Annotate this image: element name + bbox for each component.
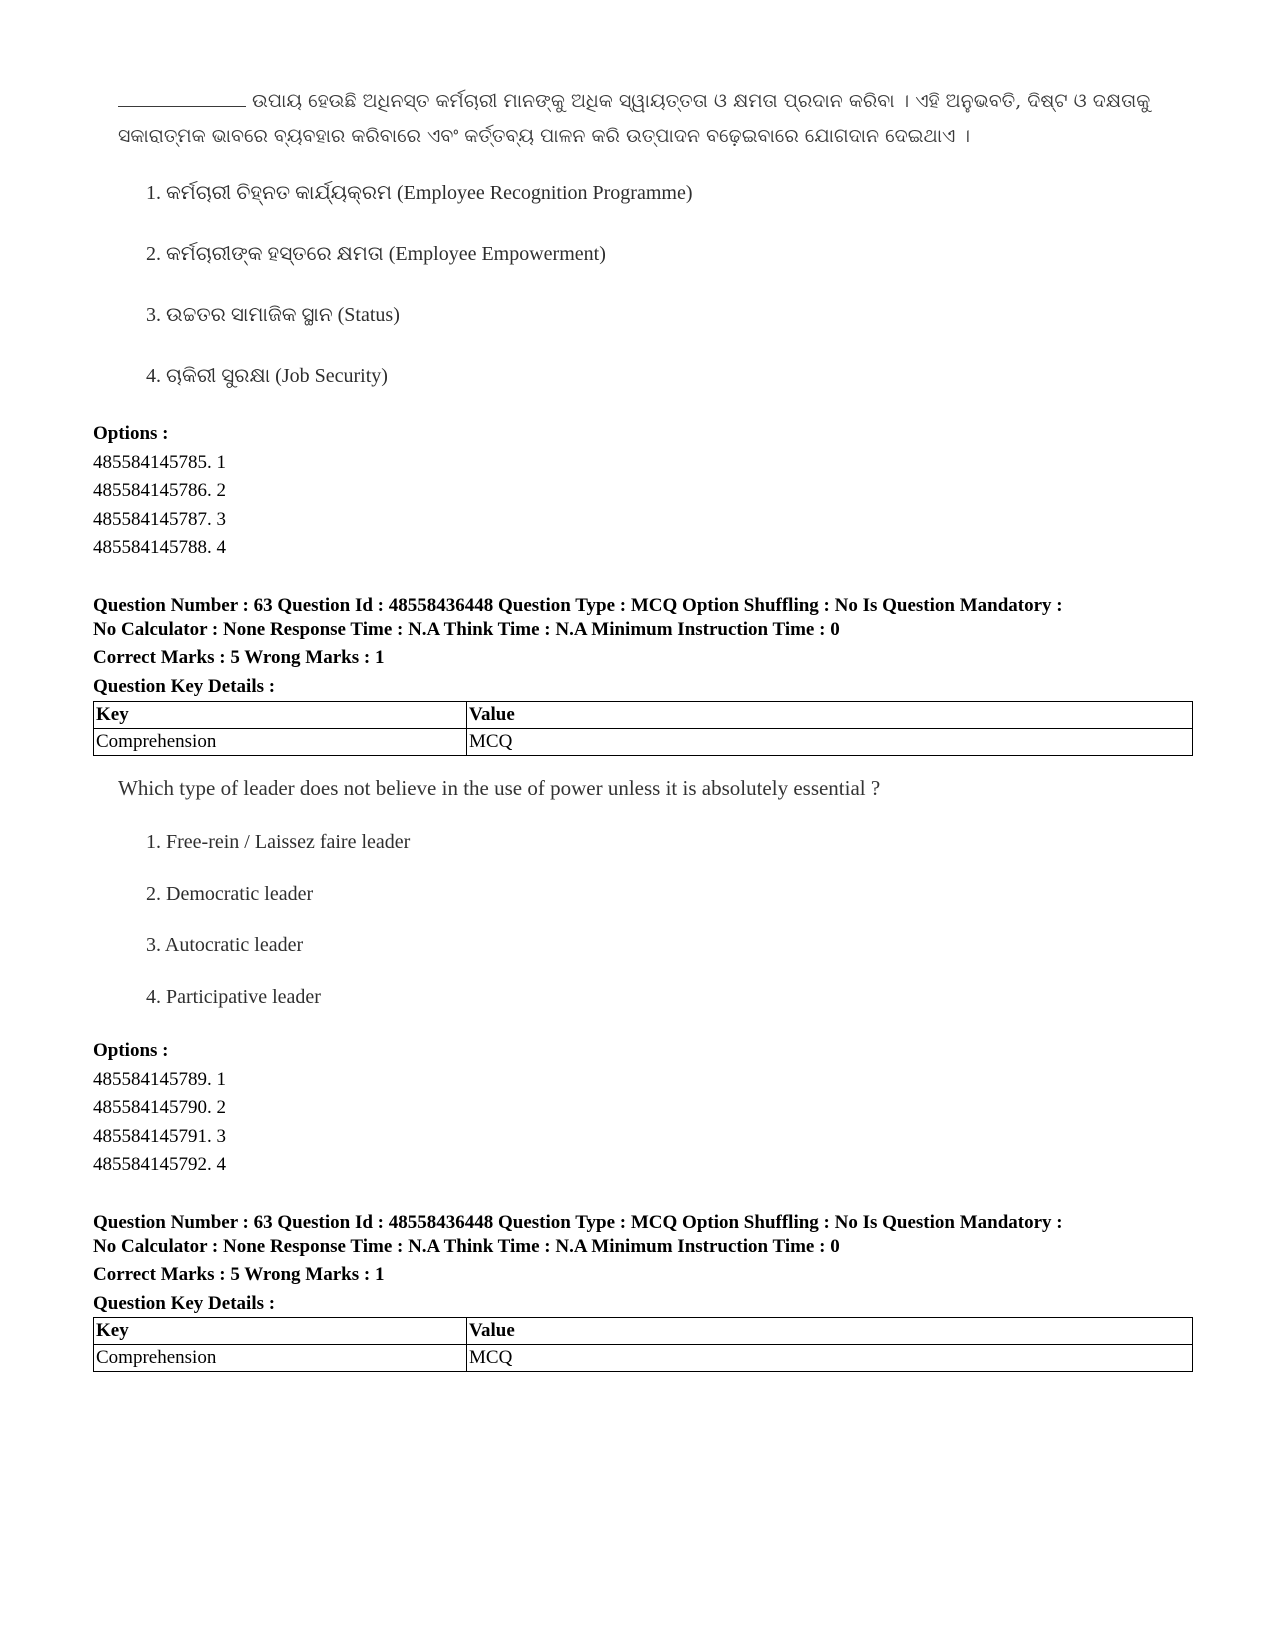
choice-3: 3. Autocratic leader: [146, 934, 304, 956]
choice-3: 3. ଉଚ୍ଚତର ସାମାଜିକ ସ୍ଥାନ (Status): [146, 304, 400, 326]
table-header-row: [94, 1318, 1193, 1345]
options-heading: Options :: [93, 423, 169, 444]
cell-value: MCQ: [467, 729, 1193, 756]
table-header-row: [94, 702, 1193, 729]
meta-line: No Calculator : None Response Time : N.A Think Time : N.A Minimum Instruction Time : 0: [93, 618, 840, 640]
question-meta: [93, 1211, 1193, 1315]
cell-key: Comprehension: [94, 1345, 467, 1372]
choice-4: 4. Participative leader: [146, 986, 321, 1008]
meta-line: Question Number : 63 Question Id : 48558436448 Question Type : MCQ Option Shuffling : No Is Question Mandatory :: [93, 1212, 1063, 1233]
key-details-table: [93, 1317, 1193, 1372]
header-value: Value: [467, 1318, 1193, 1345]
cell-value: MCQ: [467, 1345, 1193, 1372]
header-key: Key: [94, 702, 467, 729]
choice-1: 1. Free-rein / Laissez faire leader: [146, 831, 411, 853]
key-details-heading: Question Key Details :: [93, 675, 276, 697]
question-meta: [93, 594, 1193, 698]
header-key: Key: [94, 1318, 467, 1345]
header-value: Value: [467, 702, 1193, 729]
question-stem: ଉପାୟ ହେଉଛି ଅଧିନସ୍ତ କର୍ମଚାରୀ ମାନଙ୍କୁ ଅଧିକ ସ୍ୱାୟତ୍ତତା ଓ କ୍ଷମତା ପ୍ରଦାନ କରିବା । ଏହି ଅନୁଭବତି, ଦିଷ୍ଟ ଓ ଦକ୍ଷତାକୁ ସକାରାତ୍ମକ ଭାବରେ ବ୍ୟବହାର କରିବାରେ ଏବଂ କର୍ତ୍ତବ୍ୟ ପାଳନ କରି ଉତ୍ପାଦନ ବଢ଼େଇବାରେ ଯୋଗଦାନ ଦେଇଥାଏ ।: [118, 90, 1151, 147]
key-details-heading: Question Key Details :: [93, 1292, 276, 1314]
cell-key: Comprehension: [94, 729, 467, 756]
options-list: [93, 420, 226, 563]
question-stem: Which type of leader does not believe in the use of power unless it is absolutely essential ?: [118, 776, 881, 800]
option-item: 485584145787. 3: [93, 508, 226, 530]
choice-1: 1. କର୍ମଚାରୀ ଚିହ୍ନତ କାର୍ଯ୍ୟକ୍ରମ (Employee Recognition Programme): [146, 182, 693, 204]
fill-blank: [118, 106, 246, 107]
option-item: 485584145786. 2: [93, 480, 226, 501]
choice-2: 2. Democratic leader: [146, 883, 314, 905]
question-image-odia: [118, 84, 1168, 387]
option-item: 485584145792. 4: [93, 1154, 226, 1175]
table-row: [94, 1345, 1193, 1372]
meta-line: Question Number : 63 Question Id : 48558436448 Question Type : MCQ Option Shuffling : No Is Question Mandatory :: [93, 595, 1063, 616]
choice-2: 2. କର୍ମଚାରୀଙ୍କ ହସ୍ତରେ କ୍ଷମତା (Employee Empowerment): [146, 243, 606, 265]
option-item: 485584145788. 4: [93, 537, 226, 558]
option-item: 485584145791. 3: [93, 1125, 226, 1147]
meta-line: No Calculator : None Response Time : N.A Think Time : N.A Minimum Instruction Time : 0: [93, 1235, 840, 1257]
option-item: 485584145789. 1: [93, 1068, 226, 1090]
options-heading: Options :: [93, 1040, 169, 1061]
choice-4: 4. ଚାକିରୀ ସୁରକ୍ଷା (Job Security): [146, 365, 388, 387]
marks-line: Correct Marks : 5 Wrong Marks : 1: [93, 647, 385, 668]
marks-line: Correct Marks : 5 Wrong Marks : 1: [93, 1264, 385, 1285]
table-row: [94, 729, 1193, 756]
option-item: 485584145790. 2: [93, 1097, 226, 1118]
option-item: 485584145785. 1: [93, 451, 226, 473]
question-image-english: [118, 776, 1168, 1008]
key-details-table: [93, 701, 1193, 756]
options-list: [93, 1037, 226, 1180]
